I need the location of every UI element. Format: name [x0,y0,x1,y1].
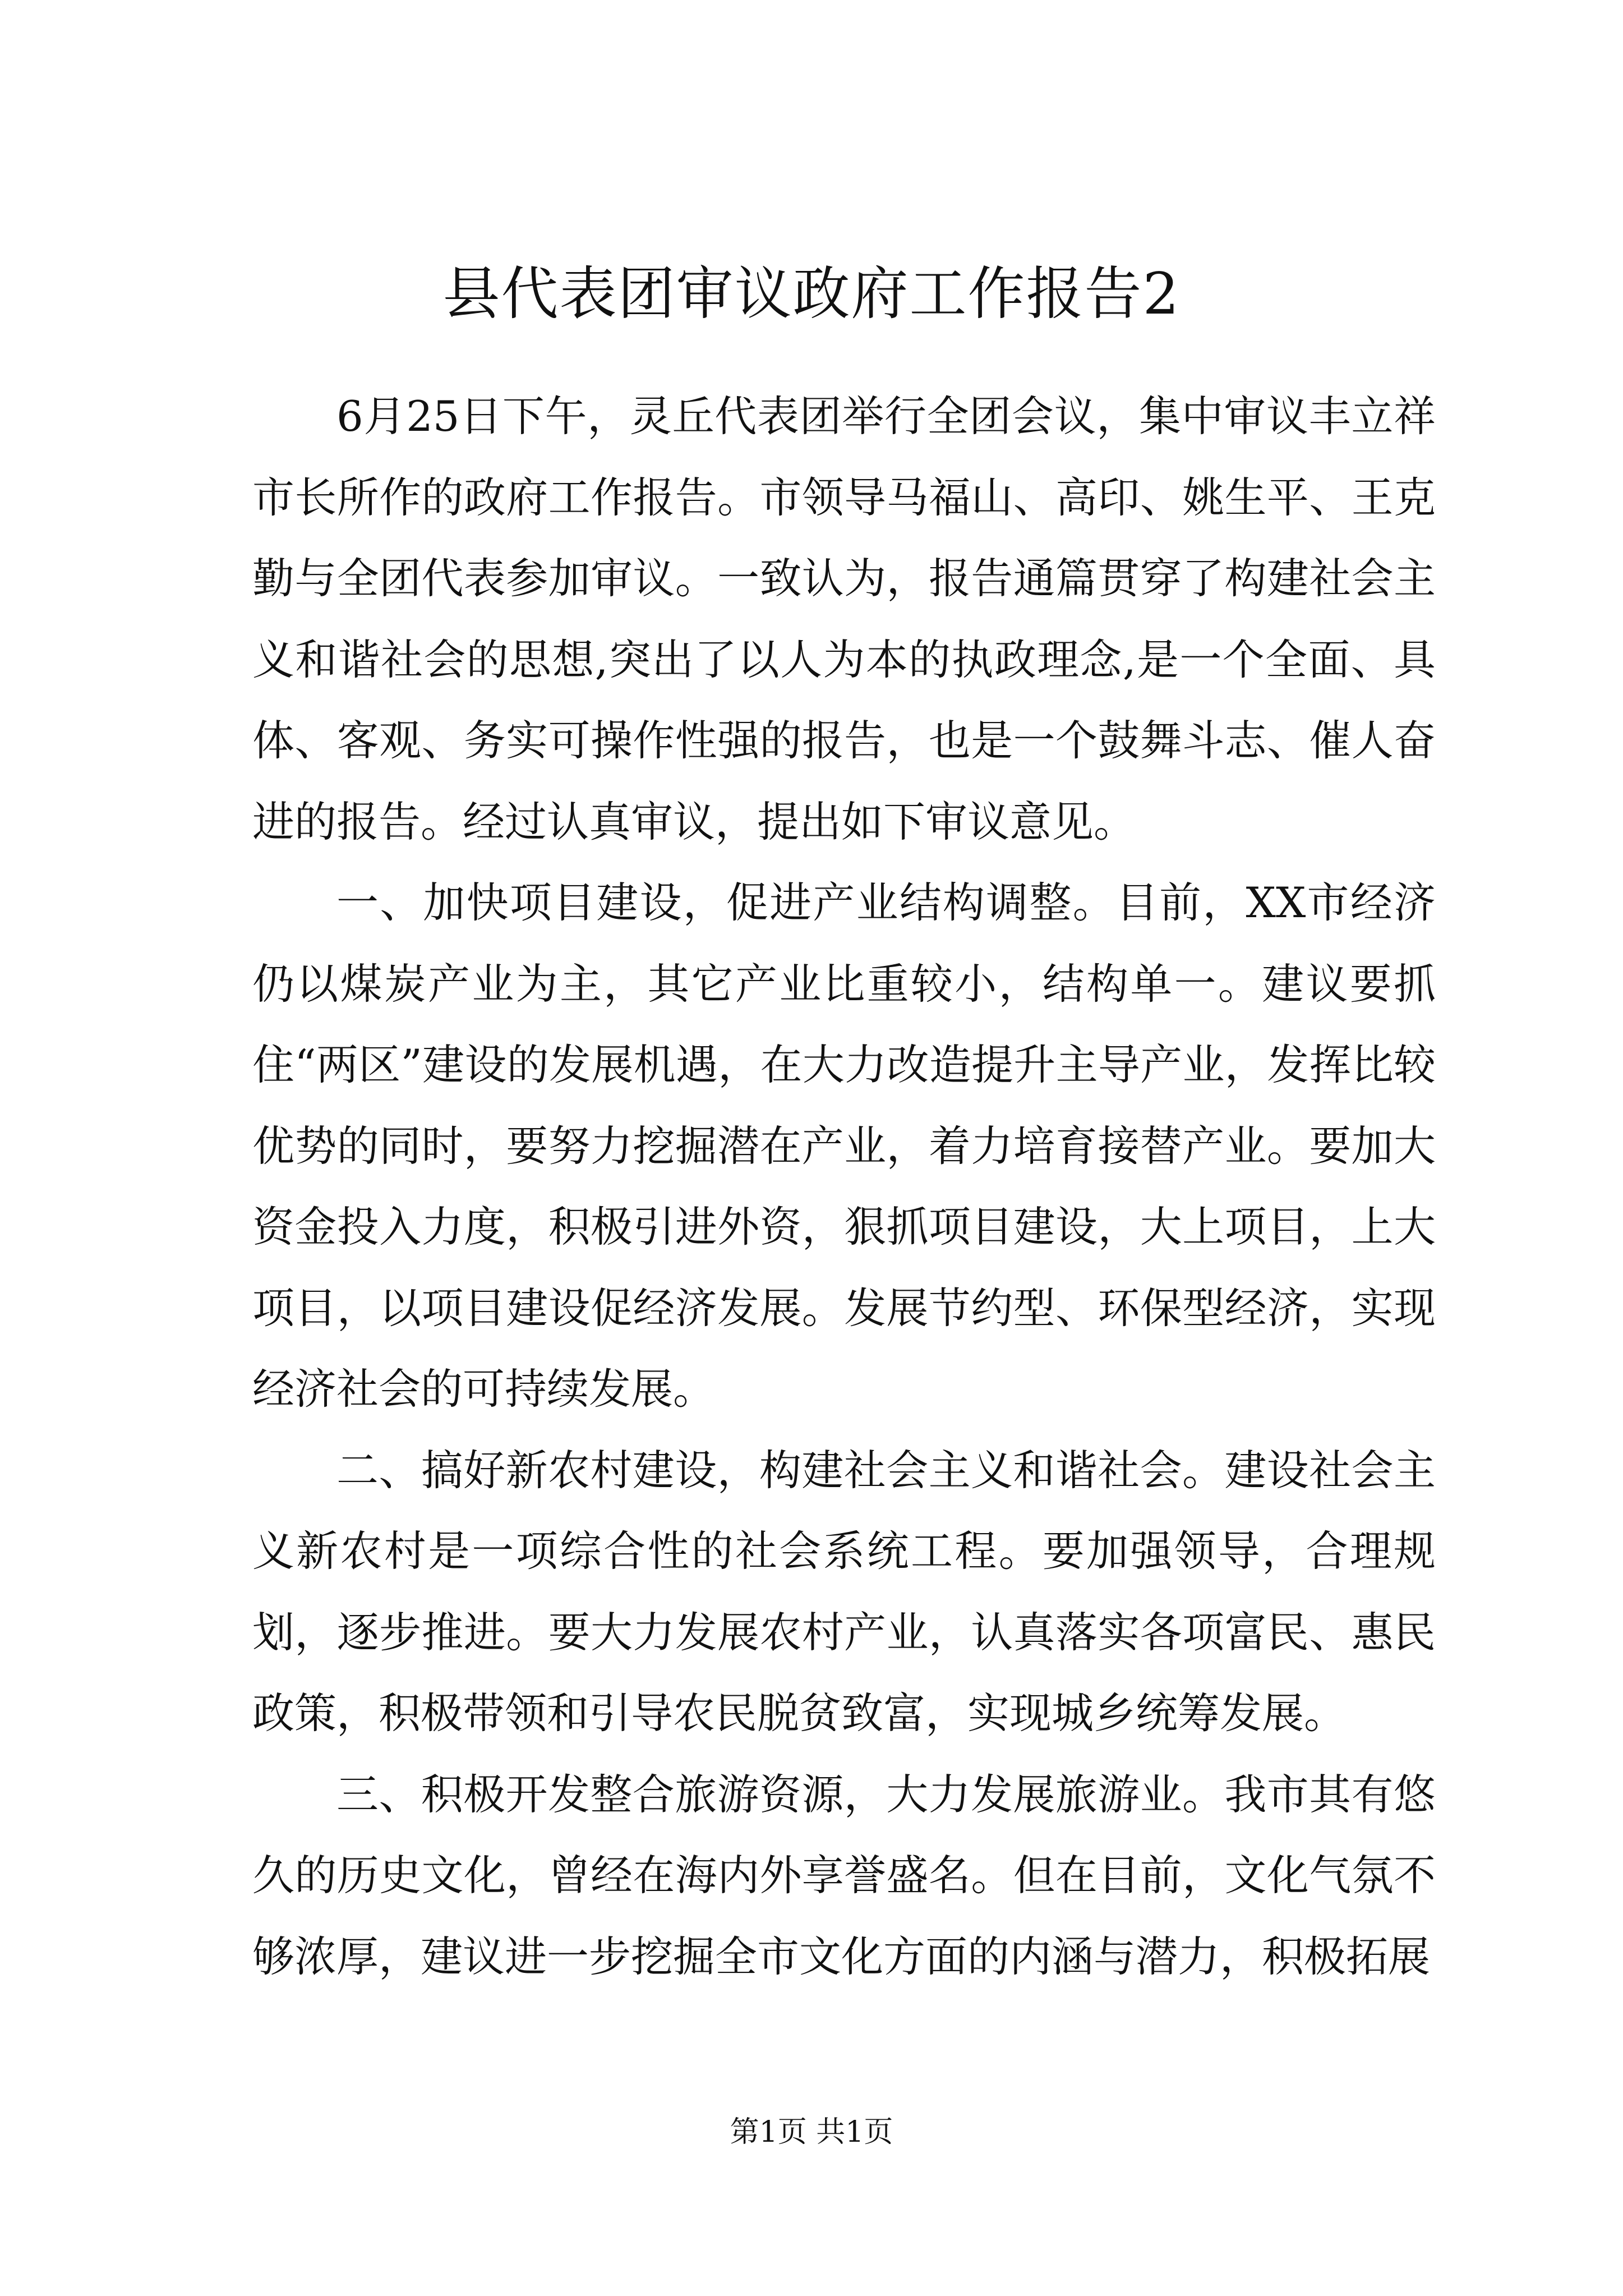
paragraph-point-2: 二、搞好新农村建设，构建社会主义和谐社会。建设社会主义新农村是一项综合性的社会系统工程。要加强领导，合理规划，逐步推进。要大力发展农村产业，认真落实各项富民、惠民政策，积极带领和引导农民脱贫致富，实现城乡统筹发展。 [252,1445,1436,1738]
paragraph-point-1: 一、加快项目建设，促进产业结构调整。目前，XX市经济仍以煤炭产业为主，其它产业比重较小，结构单一。建议要抓住“两区”建设的发展机遇，在大力改造提升主导产业，发挥比较优势的同时，要努力挖掘潜在产业，着力培育接替产业。要加大资金投入力度，积极引进外资，狠抓项目建设，大上项目，上大项目，以项目建设促经济发展。发展节约型、环保型经济，实现经济社会的可持续发展。 [252,878,1436,1414]
document-body [252,376,1436,1997]
document-title: 县代表团审议政府工作报告2 [442,261,1181,328]
page-footer: 第1页 共1页 [730,2115,893,2149]
paragraph-intro: 6月25日下午，灵丘代表团举行全团会议，集中审议丰立祥市长所作的政府工作报告。市领导马福山、高印、姚生平、王克勤与全团代表参加审议。一致认为，报告通篇贯穿了构建社会主义和谐社会的思想,突出了以人为本的执政理念,是一个全面、具体、客观、务实可操作性强的报告，也是一个鼓舞斗志、催人奋进的报告。经过认真审议，提出如下审议意见。 [252,392,1436,846]
paragraph-point-3: 三、积极开发整合旅游资源，大力发展旅游业。我市其有悠久的历史文化，曾经在海内外享誉盛名。但在目前，文化气氛不够浓厚，建议进一步挖掘全市文化方面的内涵与潜力，积极拓展 [252,1769,1436,1981]
